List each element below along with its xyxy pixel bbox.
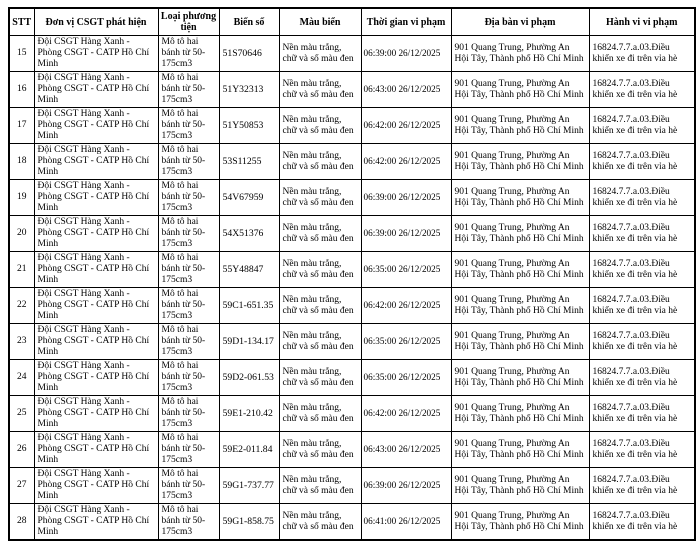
cell-thoi-gian: 06:43:00 26/12/2025 xyxy=(361,432,451,468)
cell-don-vi: Đội CSGT Hàng Xanh - Phòng CSGT - CATP Hồ Chí Minh xyxy=(34,36,158,72)
cell-mau-bien: Nền màu trắng, chữ và số màu đen xyxy=(279,72,361,108)
col-header-don-vi: Đơn vị CSGT phát hiện xyxy=(34,8,158,36)
cell-mau-bien: Nền màu trắng, chữ và số màu đen xyxy=(279,288,361,324)
cell-don-vi: Đội CSGT Hàng Xanh - Phòng CSGT - CATP Hồ Chí Minh xyxy=(34,360,158,396)
cell-thoi-gian: 06:42:00 26/12/2025 xyxy=(361,396,451,432)
cell-hanh-vi: 16824.7.7.a.03.Điều khiển xe đi trên vỉa hè xyxy=(589,144,695,180)
cell-bien-so: 54V67959 xyxy=(219,180,279,216)
cell-stt: 24 xyxy=(9,360,34,396)
cell-mau-bien: Nền màu trắng, chữ và số màu đen xyxy=(279,432,361,468)
cell-dia-ban: 901 Quang Trung, Phường An Hội Tây, Thành phố Hồ Chí Minh xyxy=(451,72,589,108)
cell-dia-ban: 901 Quang Trung, Phường An Hội Tây, Thành phố Hồ Chí Minh xyxy=(451,504,589,541)
cell-stt: 27 xyxy=(9,468,34,504)
cell-thoi-gian: 06:35:00 26/12/2025 xyxy=(361,360,451,396)
cell-mau-bien: Nền màu trắng, chữ và số màu đen xyxy=(279,144,361,180)
cell-thoi-gian: 06:43:00 26/12/2025 xyxy=(361,72,451,108)
cell-don-vi: Đội CSGT Hàng Xanh - Phòng CSGT - CATP Hồ Chí Minh xyxy=(34,396,158,432)
cell-don-vi: Đội CSGT Hàng Xanh - Phòng CSGT - CATP Hồ Chí Minh xyxy=(34,252,158,288)
cell-hanh-vi: 16824.7.7.a.03.Điều khiển xe đi trên vỉa hè xyxy=(589,468,695,504)
table-row xyxy=(9,396,695,432)
cell-bien-so: 51S70646 xyxy=(219,36,279,72)
cell-dia-ban: 901 Quang Trung, Phường An Hội Tây, Thành phố Hồ Chí Minh xyxy=(451,432,589,468)
cell-thoi-gian: 06:35:00 26/12/2025 xyxy=(361,324,451,360)
table-row xyxy=(9,324,695,360)
cell-dia-ban: 901 Quang Trung, Phường An Hội Tây, Thành phố Hồ Chí Minh xyxy=(451,252,589,288)
cell-stt: 20 xyxy=(9,216,34,252)
cell-loai-phuong-tien: Mô tô hai bánh từ 50-175cm3 xyxy=(158,36,219,72)
cell-stt: 23 xyxy=(9,324,34,360)
cell-thoi-gian: 06:39:00 26/12/2025 xyxy=(361,36,451,72)
cell-thoi-gian: 06:41:00 26/12/2025 xyxy=(361,504,451,541)
cell-bien-so: 51Y32313 xyxy=(219,72,279,108)
cell-don-vi: Đội CSGT Hàng Xanh - Phòng CSGT - CATP Hồ Chí Minh xyxy=(34,324,158,360)
cell-mau-bien: Nền màu trắng, chữ và số màu đen xyxy=(279,324,361,360)
cell-bien-so: 53S11255 xyxy=(219,144,279,180)
cell-thoi-gian: 06:42:00 26/12/2025 xyxy=(361,108,451,144)
cell-loai-phuong-tien: Mô tô hai bánh từ 50-175cm3 xyxy=(158,108,219,144)
cell-bien-so: 59D1-134.17 xyxy=(219,324,279,360)
cell-bien-so: 59D2-061.53 xyxy=(219,360,279,396)
cell-loai-phuong-tien: Mô tô hai bánh từ 50-175cm3 xyxy=(158,504,219,541)
table-row xyxy=(9,36,695,72)
cell-loai-phuong-tien: Mô tô hai bánh từ 50-175cm3 xyxy=(158,360,219,396)
cell-stt: 16 xyxy=(9,72,34,108)
table-row xyxy=(9,180,695,216)
cell-stt: 22 xyxy=(9,288,34,324)
cell-don-vi: Đội CSGT Hàng Xanh - Phòng CSGT - CATP Hồ Chí Minh xyxy=(34,288,158,324)
cell-loai-phuong-tien: Mô tô hai bánh từ 50-175cm3 xyxy=(158,144,219,180)
cell-stt: 17 xyxy=(9,108,34,144)
col-header-stt: STT xyxy=(9,8,34,36)
cell-mau-bien: Nền màu trắng, chữ và số màu đen xyxy=(279,180,361,216)
cell-dia-ban: 901 Quang Trung, Phường An Hội Tây, Thành phố Hồ Chí Minh xyxy=(451,36,589,72)
cell-mau-bien: Nền màu trắng, chữ và số màu đen xyxy=(279,36,361,72)
cell-don-vi: Đội CSGT Hàng Xanh - Phòng CSGT - CATP Hồ Chí Minh xyxy=(34,432,158,468)
cell-don-vi: Đội CSGT Hàng Xanh - Phòng CSGT - CATP Hồ Chí Minh xyxy=(34,144,158,180)
cell-dia-ban: 901 Quang Trung, Phường An Hội Tây, Thành phố Hồ Chí Minh xyxy=(451,396,589,432)
cell-hanh-vi: 16824.7.7.a.03.Điều khiển xe đi trên vỉa hè xyxy=(589,288,695,324)
cell-stt: 25 xyxy=(9,396,34,432)
cell-dia-ban: 901 Quang Trung, Phường An Hội Tây, Thành phố Hồ Chí Minh xyxy=(451,288,589,324)
cell-mau-bien: Nền màu trắng, chữ và số màu đen xyxy=(279,360,361,396)
cell-dia-ban: 901 Quang Trung, Phường An Hội Tây, Thành phố Hồ Chí Minh xyxy=(451,360,589,396)
cell-hanh-vi: 16824.7.7.a.03.Điều khiển xe đi trên vỉa hè xyxy=(589,252,695,288)
cell-dia-ban: 901 Quang Trung, Phường An Hội Tây, Thành phố Hồ Chí Minh xyxy=(451,180,589,216)
cell-bien-so: 55Y48847 xyxy=(219,252,279,288)
cell-hanh-vi: 16824.7.7.a.03.Điều khiển xe đi trên vỉa hè xyxy=(589,504,695,541)
cell-dia-ban: 901 Quang Trung, Phường An Hội Tây, Thành phố Hồ Chí Minh xyxy=(451,108,589,144)
cell-stt: 26 xyxy=(9,432,34,468)
cell-hanh-vi: 16824.7.7.a.03.Điều khiển xe đi trên vỉa hè xyxy=(589,216,695,252)
cell-bien-so: 59E2-011.84 xyxy=(219,432,279,468)
cell-loai-phuong-tien: Mô tô hai bánh từ 50-175cm3 xyxy=(158,216,219,252)
cell-dia-ban: 901 Quang Trung, Phường An Hội Tây, Thành phố Hồ Chí Minh xyxy=(451,324,589,360)
col-header-loai-phuong-tien: Loại phương tiện xyxy=(158,8,219,36)
table-row xyxy=(9,468,695,504)
cell-bien-so: 59G1-858.75 xyxy=(219,504,279,541)
col-header-thoi-gian: Thời gian vi phạm xyxy=(361,8,451,36)
cell-don-vi: Đội CSGT Hàng Xanh - Phòng CSGT - CATP Hồ Chí Minh xyxy=(34,72,158,108)
cell-thoi-gian: 06:42:00 26/12/2025 xyxy=(361,144,451,180)
cell-stt: 15 xyxy=(9,36,34,72)
violations-table xyxy=(8,7,696,541)
table-row xyxy=(9,108,695,144)
cell-thoi-gian: 06:39:00 26/12/2025 xyxy=(361,216,451,252)
cell-don-vi: Đội CSGT Hàng Xanh - Phòng CSGT - CATP Hồ Chí Minh xyxy=(34,216,158,252)
cell-thoi-gian: 06:35:00 26/12/2025 xyxy=(361,252,451,288)
cell-dia-ban: 901 Quang Trung, Phường An Hội Tây, Thành phố Hồ Chí Minh xyxy=(451,468,589,504)
cell-bien-so: 59C1-651.35 xyxy=(219,288,279,324)
table-body xyxy=(9,36,695,541)
cell-loai-phuong-tien: Mô tô hai bánh từ 50-175cm3 xyxy=(158,72,219,108)
cell-thoi-gian: 06:42:00 26/12/2025 xyxy=(361,288,451,324)
cell-mau-bien: Nền màu trắng, chữ và số màu đen xyxy=(279,504,361,541)
cell-don-vi: Đội CSGT Hàng Xanh - Phòng CSGT - CATP Hồ Chí Minh xyxy=(34,108,158,144)
cell-bien-so: 59G1-737.77 xyxy=(219,468,279,504)
cell-hanh-vi: 16824.7.7.a.03.Điều khiển xe đi trên vỉa hè xyxy=(589,72,695,108)
cell-stt: 21 xyxy=(9,252,34,288)
cell-bien-so: 54X51376 xyxy=(219,216,279,252)
col-header-mau-bien: Màu biển xyxy=(279,8,361,36)
cell-hanh-vi: 16824.7.7.a.03.Điều khiển xe đi trên vỉa hè xyxy=(589,360,695,396)
cell-hanh-vi: 16824.7.7.a.03.Điều khiển xe đi trên vỉa hè xyxy=(589,36,695,72)
cell-mau-bien: Nền màu trắng, chữ và số màu đen xyxy=(279,396,361,432)
table-header xyxy=(9,8,695,36)
cell-hanh-vi: 16824.7.7.a.03.Điều khiển xe đi trên vỉa hè xyxy=(589,324,695,360)
table-row xyxy=(9,432,695,468)
cell-loai-phuong-tien: Mô tô hai bánh từ 50-175cm3 xyxy=(158,180,219,216)
cell-stt: 28 xyxy=(9,504,34,541)
cell-hanh-vi: 16824.7.7.a.03.Điều khiển xe đi trên vỉa hè xyxy=(589,432,695,468)
cell-thoi-gian: 06:39:00 26/12/2025 xyxy=(361,468,451,504)
cell-thoi-gian: 06:39:00 26/12/2025 xyxy=(361,180,451,216)
cell-mau-bien: Nền màu trắng, chữ và số màu đen xyxy=(279,108,361,144)
cell-loai-phuong-tien: Mô tô hai bánh từ 50-175cm3 xyxy=(158,252,219,288)
table-row xyxy=(9,288,695,324)
table-row xyxy=(9,252,695,288)
cell-don-vi: Đội CSGT Hàng Xanh - Phòng CSGT - CATP Hồ Chí Minh xyxy=(34,468,158,504)
table-row xyxy=(9,144,695,180)
cell-dia-ban: 901 Quang Trung, Phường An Hội Tây, Thành phố Hồ Chí Minh xyxy=(451,216,589,252)
cell-hanh-vi: 16824.7.7.a.03.Điều khiển xe đi trên vỉa hè xyxy=(589,396,695,432)
cell-dia-ban: 901 Quang Trung, Phường An Hội Tây, Thành phố Hồ Chí Minh xyxy=(451,144,589,180)
table-row xyxy=(9,216,695,252)
col-header-hanh-vi: Hành vi vi phạm xyxy=(589,8,695,36)
cell-loai-phuong-tien: Mô tô hai bánh từ 50-175cm3 xyxy=(158,288,219,324)
cell-stt: 18 xyxy=(9,144,34,180)
cell-mau-bien: Nền màu trắng, chữ và số màu đen xyxy=(279,252,361,288)
cell-hanh-vi: 16824.7.7.a.03.Điều khiển xe đi trên vỉa hè xyxy=(589,180,695,216)
cell-mau-bien: Nền màu trắng, chữ và số màu đen xyxy=(279,468,361,504)
table-row xyxy=(9,504,695,541)
cell-loai-phuong-tien: Mô tô hai bánh từ 50-175cm3 xyxy=(158,432,219,468)
cell-loai-phuong-tien: Mô tô hai bánh từ 50-175cm3 xyxy=(158,324,219,360)
cell-don-vi: Đội CSGT Hàng Xanh - Phòng CSGT - CATP Hồ Chí Minh xyxy=(34,504,158,541)
cell-mau-bien: Nền màu trắng, chữ và số màu đen xyxy=(279,216,361,252)
table-row xyxy=(9,360,695,396)
cell-bien-so: 59E1-210.42 xyxy=(219,396,279,432)
col-header-dia-ban: Địa bàn vi phạm xyxy=(451,8,589,36)
cell-bien-so: 51Y50853 xyxy=(219,108,279,144)
header-row xyxy=(9,8,695,36)
cell-don-vi: Đội CSGT Hàng Xanh - Phòng CSGT - CATP Hồ Chí Minh xyxy=(34,180,158,216)
cell-stt: 19 xyxy=(9,180,34,216)
col-header-bien-so: Biển số xyxy=(219,8,279,36)
table-row xyxy=(9,72,695,108)
cell-loai-phuong-tien: Mô tô hai bánh từ 50-175cm3 xyxy=(158,396,219,432)
cell-hanh-vi: 16824.7.7.a.03.Điều khiển xe đi trên vỉa hè xyxy=(589,108,695,144)
cell-loai-phuong-tien: Mô tô hai bánh từ 50-175cm3 xyxy=(158,468,219,504)
